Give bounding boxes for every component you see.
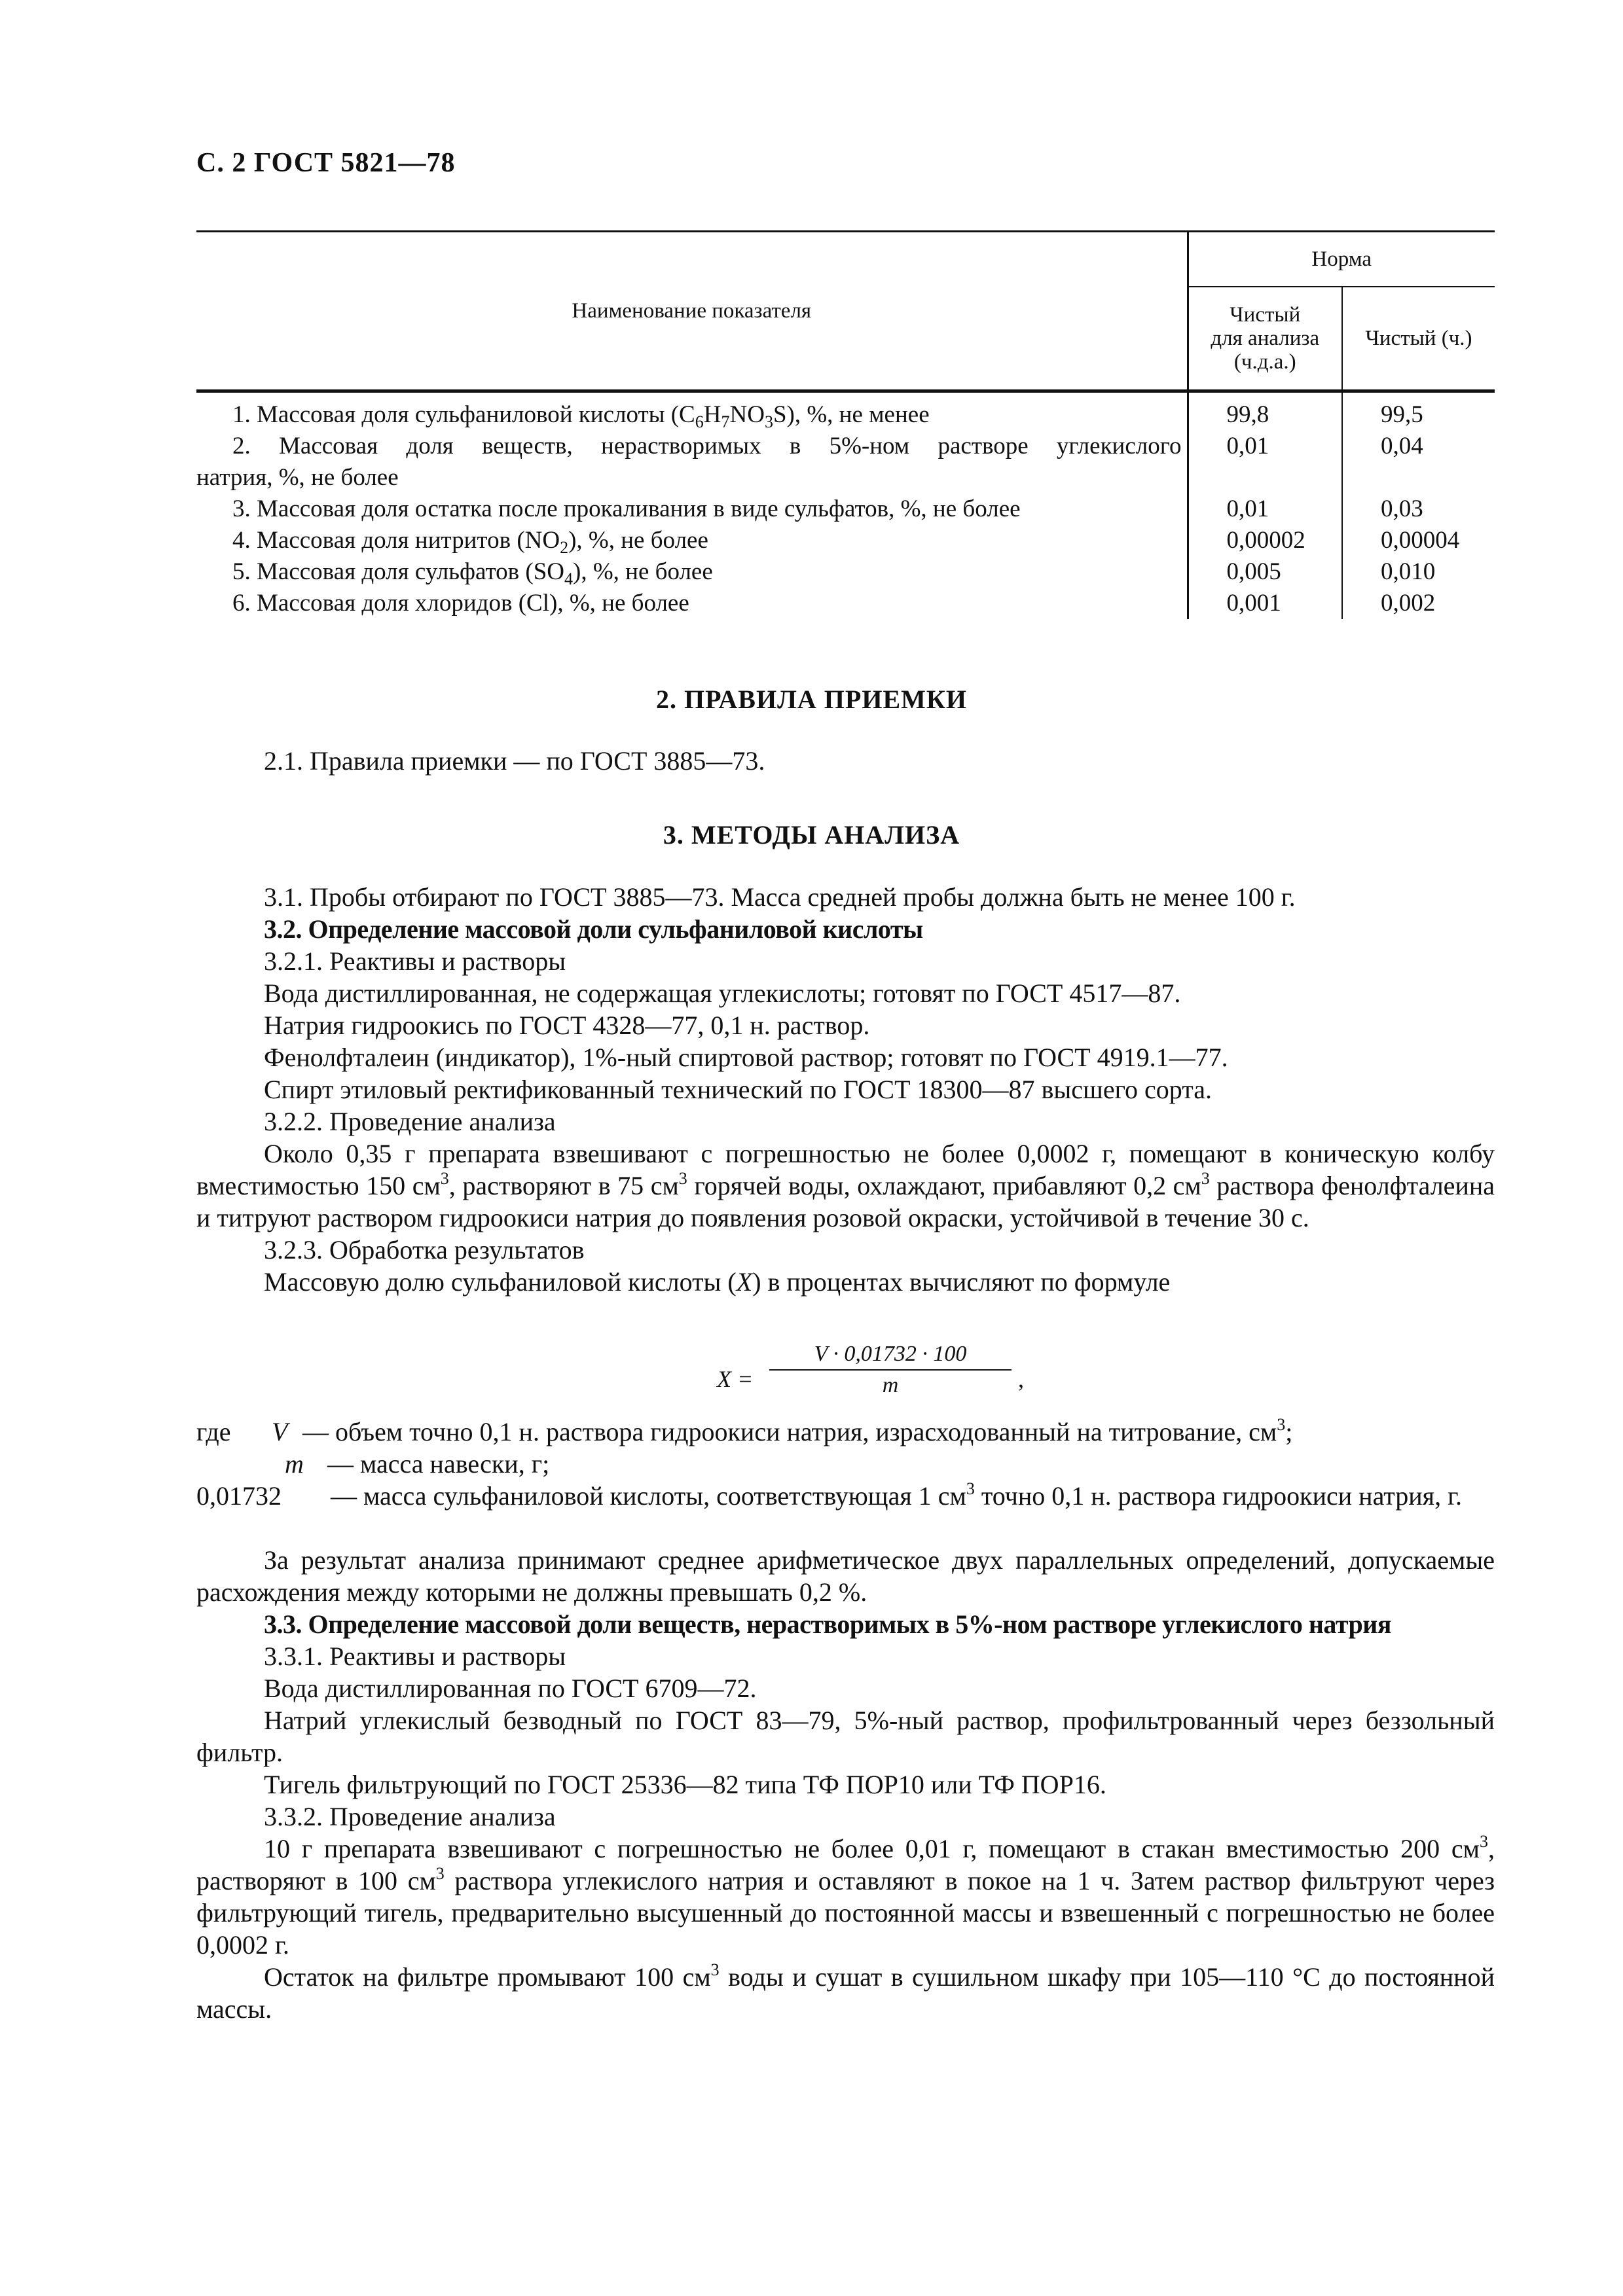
- symbol-constant: 0,01732: [196, 1481, 282, 1511]
- table-header-norm: Норма: [1188, 232, 1495, 287]
- grade-a-line-1: Чистый: [1230, 303, 1301, 327]
- heading-3-2-1: 3.2.1. Реактивы и растворы: [264, 946, 566, 976]
- analysis-paragraph-2: 10 г препарата взвешивают с погрешностью не более 0,01 г, помещают в стакан вместимостью 200 $см^3$, растворяют в 100 $см^3$ раствора углекислого натрия и оставляют в покое на 1 ч. Затем раствор фильтруют через фильтрующий тигель, предварительно высушенный до постоянной массы и взвешенный с погрешностью не более 0,0002 г.: [196, 1832, 1495, 1960]
- row-value-grade-a: 99,8: [1188, 391, 1342, 431]
- row-name: 2. Массовая доля веществ, нерастворимых в 5%-ном растворе углекислого натрия, %, не более: [196, 433, 1182, 491]
- definition-constant: 0,01732 — масса сульфаниловой кислоты, соответствующая 1 $см^3$ точно 0,1 н. раствора гидроокиси натрия, г.: [196, 1479, 1462, 1511]
- row-name: 4. Массовая доля нитритов $(NO_2)$, %, не более: [232, 527, 708, 557]
- heading-3-3-2: 3.3.2. Проведение анализа: [264, 1802, 556, 1831]
- reagent-1: Вода дистиллированная, не содержащая углекислоты; готовят по ГОСТ 4517—87.: [264, 978, 1181, 1008]
- reagent-3: Фенолфталеин (индикатор), 1%-ный спиртовой раствор; готовят по ГОСТ 4919.1—77.: [264, 1043, 1228, 1072]
- table-header-grade-b: Чистый (ч.): [1342, 287, 1495, 391]
- analysis-paragraph: Около 0,35 г препарата взвешивают с погрешностью не более 0,0002 г, помещают в коническую колбу вместимостью 150 $см^3$, растворяют в 75 $см^3$ горячей воды, охлаждают, прибавляют 0,2 $см^3$ раствора фенолфталеина и титруют раствором гидроокиси натрия до появления розовой окраски, устойчивой в течение 30 с.: [196, 1139, 1495, 1232]
- solution-2: Натрий углекислый безводный по ГОСТ 83—79, 5%-ный раствор, профильтрованный через беззольный фильтр.: [196, 1706, 1495, 1767]
- table-row: [196, 431, 1495, 493]
- row-name: 1. Массовая доля сульфаниловой кислоты $(C_6H_7NO_3S)$, %, не менее: [232, 401, 930, 431]
- row-value-grade-b: 0,03: [1342, 493, 1495, 525]
- variable-definitions: [196, 1416, 1495, 1512]
- formula-comma: ,: [1018, 1366, 1024, 1392]
- solution-3: Тигель фильтрующий по ГОСТ 25336—82 типа ТФ ПОР10 или ТФ ПОР16.: [264, 1770, 1106, 1799]
- paragraph-3-1: 3.1. Пробы отбирают по ГОСТ 3885—73. Масса средней пробы должна быть не менее 100 г.: [264, 882, 1296, 912]
- formula-lhs: X =: [717, 1366, 754, 1392]
- row-value-grade-a: 0,001: [1188, 588, 1342, 619]
- grade-a-line-2: для анализа: [1211, 327, 1320, 350]
- row-value-grade-b: 0,04: [1342, 431, 1495, 493]
- grade-a-line-3: (ч.д.а.): [1233, 350, 1296, 374]
- row-value-grade-b: 0,010: [1342, 556, 1495, 588]
- reagent-2: Натрия гидроокись по ГОСТ 4328—77, 0,1 н. раствор.: [264, 1011, 870, 1040]
- row-name: 6. Массовая доля хлоридов (Cl), %, не более: [232, 590, 689, 617]
- row-value-grade-b: 99,5: [1342, 391, 1495, 431]
- fraction-bar: [769, 1369, 1012, 1371]
- symbol-m: m: [285, 1449, 304, 1479]
- table-row: [196, 493, 1495, 525]
- table-row: [196, 556, 1495, 588]
- section-3-title: 3. МЕТОДЫ АНАЛИЗА: [663, 820, 960, 850]
- calculation-paragraph: Массовую долю сульфаниловой кислоты (X) в процентах вычисляют по формуле: [264, 1267, 1171, 1297]
- table-header-name: Наименование показателя: [196, 232, 1188, 391]
- specification-table: [196, 230, 1495, 619]
- heading-3-2: 3.2. Определение массовой доли сульфаниловой кислоты: [264, 914, 923, 944]
- formula-numerator: V · 0,01732 · 100: [814, 1342, 967, 1366]
- row-value-grade-a: 0,005: [1188, 556, 1342, 588]
- where-label: где: [196, 1417, 231, 1446]
- section-3-body-part-1: [196, 881, 1495, 1298]
- heading-3-2-3: 3.2.3. Обработка результатов: [264, 1235, 585, 1265]
- symbol-v: V: [272, 1417, 288, 1446]
- table-row: [196, 391, 1495, 431]
- section-2-title: 2. ПРАВИЛА ПРИЕМКИ: [655, 685, 967, 714]
- section-2-body: [196, 745, 1495, 777]
- paragraph-2-1: 2.1. Правила приемки — по ГОСТ 3885—73.: [264, 746, 765, 776]
- row-value-grade-a: 0,01: [1188, 431, 1342, 493]
- section-3-body-part-2: [196, 1544, 1495, 2025]
- formula-fraction: [769, 1342, 1012, 1398]
- row-name-text: Массовая доля сульфаниловой кислоты $(C_6H_7NO_3S)$, %, не менее: [257, 401, 930, 431]
- result-paragraph: За результат анализа принимают среднее арифметическое двух параллельных определений, допускаемые расхождения между которыми не должны превышать 0,2 %.: [196, 1545, 1495, 1607]
- table-header-grade-a: [1188, 287, 1342, 391]
- formula-denominator: m: [882, 1373, 899, 1397]
- definition-m: m — масса навески, г;: [285, 1449, 550, 1479]
- definition-v: где V — объем точно 0,1 н. раствора гидроокиси натрия, израсходованный на титрование, $см^3$;: [196, 1415, 1293, 1446]
- row-name: 5. Массовая доля сульфатов $(SO_4)$, %, не более: [232, 558, 713, 588]
- row-name: 3. Массовая доля остатка после прокаливания в виде сульфатов, %, не более: [232, 495, 1021, 522]
- running-head: С. 2 ГОСТ 5821—78: [196, 148, 456, 178]
- heading-3-3-1: 3.3.1. Реактивы и растворы: [264, 1641, 566, 1671]
- table-row: [196, 525, 1495, 556]
- row-value-grade-a: 0,00002: [1188, 525, 1342, 556]
- solution-1: Вода дистиллированная по ГОСТ 6709—72.: [264, 1674, 757, 1703]
- analysis-paragraph-3: Остаток на фильтре промывают 100 $см^3$ воды и сушат в сушильном шкафу при 105—110 °С до постоянной массы.: [196, 1960, 1495, 2024]
- heading-3-2-2: 3.2.2. Проведение анализа: [264, 1107, 556, 1136]
- row-value-grade-a: 0,01: [1188, 493, 1342, 525]
- row-value-grade-b: 0,00004: [1342, 525, 1495, 556]
- row-value-grade-b: 0,002: [1342, 588, 1495, 619]
- heading-3-3: 3.3. Определение массовой доли веществ, нерастворимых в 5%-ном растворе углекислого натрия: [264, 1609, 1391, 1639]
- table-row: [196, 588, 1495, 619]
- reagent-4: Спирт этиловый ректификованный технический по ГОСТ 18300—87 высшего сорта.: [264, 1075, 1212, 1104]
